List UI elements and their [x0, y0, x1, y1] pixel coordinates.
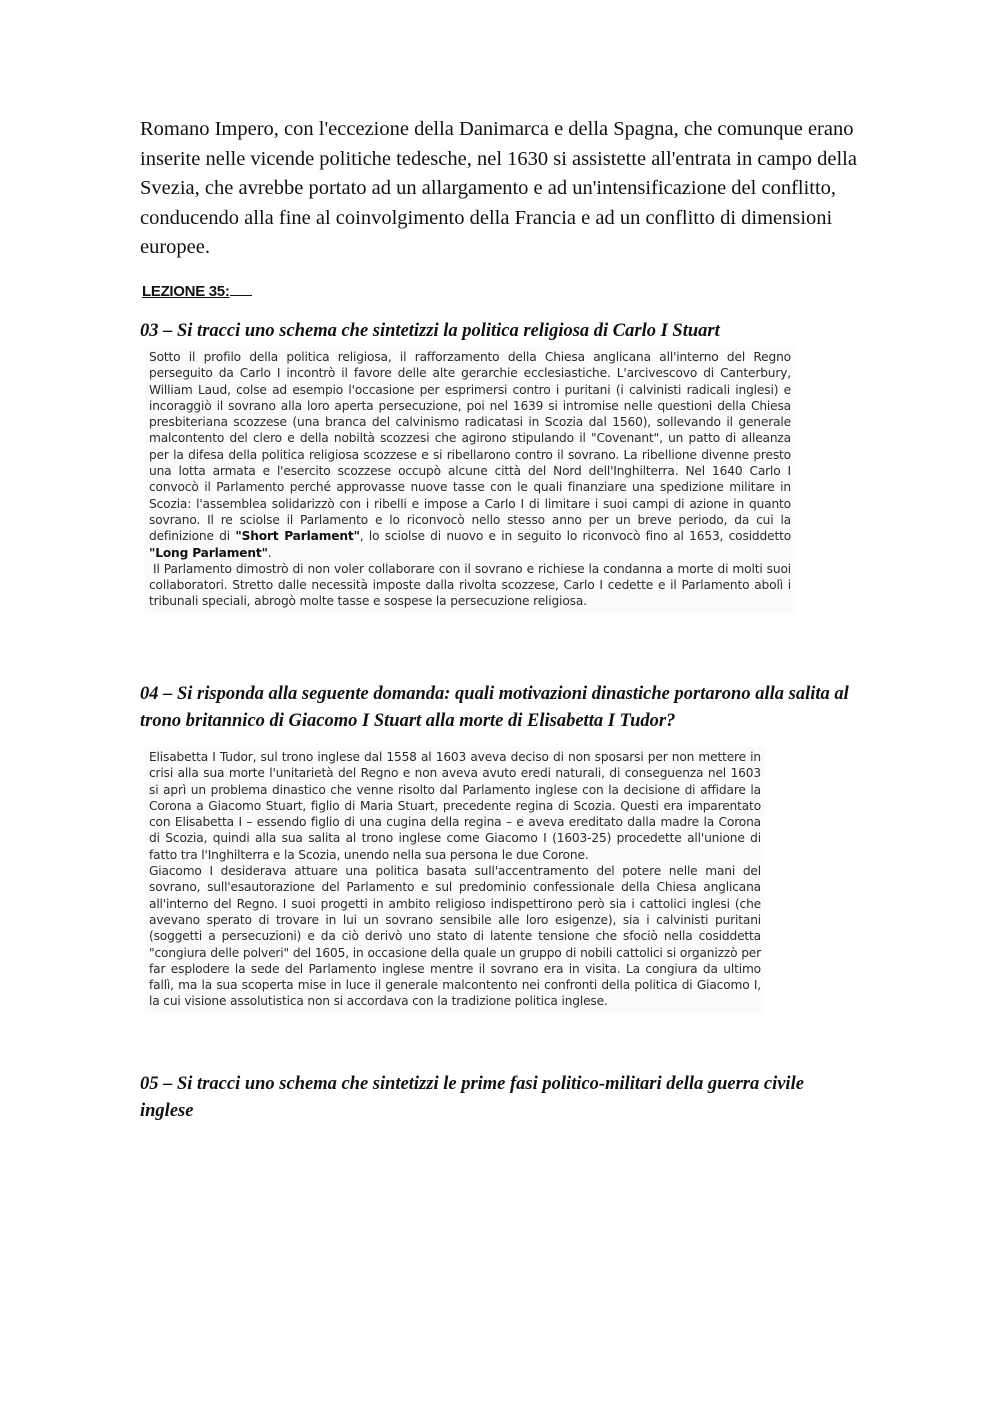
- lesson-heading: [142, 281, 252, 300]
- question-05: 05 – Si tracci uno schema che sintetizzi le prime fasi politico-militari della guerra civile inglese: [140, 1074, 804, 1121]
- question-03: 03 – Si tracci uno schema che sintetizzi la politica religiosa di Carlo I Stuart: [140, 321, 720, 341]
- answer-03-scanned-text: [145, 347, 795, 614]
- answer-04-paragraph-2: Giacomo I desiderava attuare una politica basata sull'accentramento del potere nelle mani del sovrano, sull'esautorazione del Parlamento e sul predominio confessionale della Chiesa anglicana all'interno del Regno. I suoi progetti in ambito religioso indispettirono però sia i cattolici inglesi (che avevano sperato di trovare in lui un sovrano sensibile alle loro esigenze), sia i calvinisti puritani (soggetti a persecuzioni) e da ciò derivò uno stato di latente tensione che sfociò nella cosiddetta "congiura delle polveri" del 1605, in occasione della quale un gruppo di nobili cattolici si organizzò per far esplodere la sede del Parlamento inglese mentre il sovrano era in visita. La congiura da ultimo fallì, ma la sua scoperta mise in luce il generale malcontento nei confronti della politica di Giacomo I, la cui visione assolutistica non si accordava con la tradizione politica inglese.: [149, 864, 761, 1009]
- answer-03-paragraph-1: [149, 349, 791, 561]
- long-parlament-term: "Long Parlament": [149, 545, 268, 560]
- answer-03-text-a: Sotto il profilo della politica religiosa, il rafforzamento della Chiesa anglicana all'interno del Regno perseguito da Carlo I incontrò il favore delle alte gerarchie ecclesiastiche. L'arcivescovo di Canterbury, William Laud, colse ad esempio l'occasione per esprimersi contro i puritani (i calvinisti radicali inglesi) e incoraggiò il sovrano alla loro aperta persecuzione, poi nel 1639 si intromise nelle questioni della Chiesa presbiteriana scozzese (una branca del calvinismo radicatasi in Scozia dal 1560), sollevando il generale malcontento del clero e della nobiltà scozzesi che agirono stipulando il "Covenant", un patto di alleanza per la difesa della politica religiosa scozzese e si ribellarono contro il sovrano. La ribellione divenne presto una lotta armata e l'esercito scozzese occupò alcune città del Nord dell'Inghilterra. Nel 1640 Carlo I convocò il Parlamento perché approvasse nuove tasse con le quali finanziare una spedizione militare in Scozia: l'assemblea solidarizzò con i ribelli e impose a Carlo I di limitare i suoi campi di azione in quanto sovrano. Il re sciolse il Parlamento e lo riconvocò nello stesso anno per un breve periodo, da cui la definizione di: [149, 350, 791, 544]
- intro-paragraph: Romano Impero, con l'eccezione della Danimarca e della Spagna, che comunque erano inserite nelle vicende politiche tedesche, nel 1630 si assistette all'entrata in campo della Svezia, che avrebbe portato ad un allargamento e ad un'intensificazione del conflitto, conducendo alla fine al coinvolgimento della Francia e ad un conflitto di dimensioni europee.: [140, 118, 857, 258]
- answer-03-text-c: .: [267, 545, 272, 560]
- short-parlament-term: "Short Parlament": [235, 529, 360, 544]
- heading-underline-tail: [230, 281, 252, 296]
- lesson-heading-text: LEZIONE 35:: [142, 283, 230, 300]
- answer-04-scanned-text: [145, 747, 765, 1014]
- question-04: 04 – Si risponda alla seguente domanda: quali motivazioni dinastiche portarono alla salita al trono britannico di Giacomo I Stuart alla morte di Elisabetta I Tudor?: [140, 684, 849, 731]
- answer-03-paragraph-2: Il Parlamento dimostrò di non voler collaborare con il sovrano e richiese la condanna a morte di molti suoi collaboratori. Stretto dalle necessità imposte dalla rivolta scozzese, Carlo I cedette e il Parlamento abolì i tribunali speciali, abrogò molte tasse e sospese la persecuzione religiosa.: [149, 561, 791, 609]
- answer-04-paragraph-1: Elisabetta I Tudor, sul trono inglese dal 1558 al 1603 aveva deciso di non sposarsi per non mettere in crisi alla sua morte l'unitarietà del Regno e non aveva avuto eredi naturali, di conseguenza nel 1603 si aprì un problema dinastico che venne risolto dal Parlamento inglese con la decisione di affidare la Corona a Giacomo Stuart, figlio di Maria Stuart, precedente regina di Scozia. Questi era imparentato con Elisabetta I – essendo figlio di una cugina della regina – e aveva ereditato dalla madre la Corona di Scozia, quindi alla sua salita al trono inglese come Giacomo I (1603-25) procedette all'unione di fatto tra l'Inghilterra e la Scozia, unendo nella sua persona le due Corone.: [149, 750, 761, 862]
- answer-03-text-b: , lo sciolse di nuovo e in seguito lo riconvocò fino al 1653, cosiddetto: [359, 529, 792, 544]
